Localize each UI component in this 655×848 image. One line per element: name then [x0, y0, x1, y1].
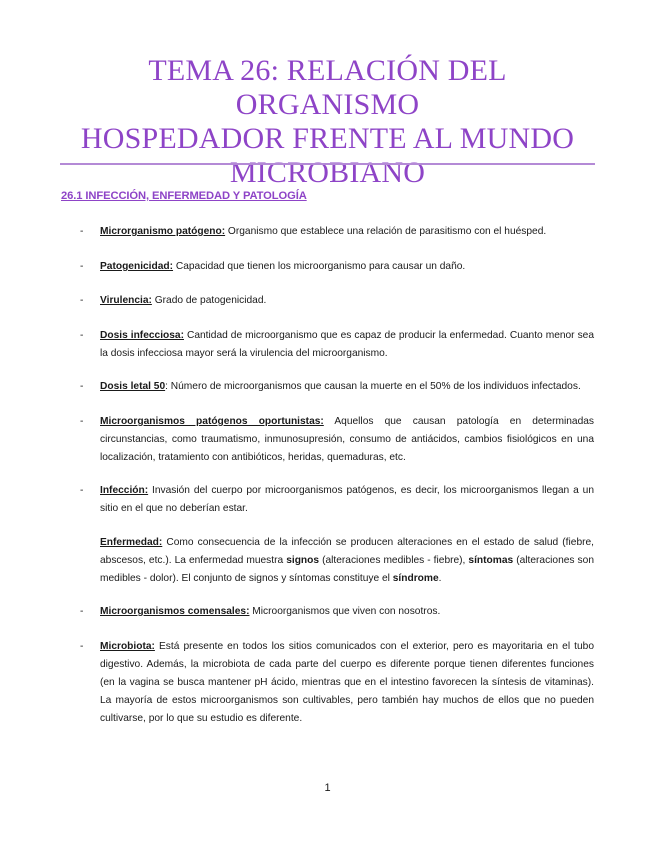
- definition-item: [80, 292, 594, 310]
- definition-subparagraph: [80, 534, 594, 588]
- definition-text: .: [438, 573, 442, 584]
- bullet-dash: -: [80, 416, 84, 427]
- definition-term: Enfermedad:: [100, 537, 163, 548]
- definition-text: Invasión del cuerpo por microorganismos patógenos, es decir, los microorganismos llegan a un sitio en el que no deberían estar.: [100, 485, 594, 514]
- definition-text: Como consecuencia de la infección se producen alteraciones en el estado de salud (fiebre, abscesos, etc.). La enfermedad muestra: [100, 537, 594, 566]
- keyword-sindrome: síndrome: [392, 573, 439, 584]
- title-line-2: HOSPEDADOR FRENTE AL MUNDO: [80, 122, 575, 155]
- bullet-dash: -: [80, 485, 84, 496]
- definition-text: Cantidad de microorganismo que es capaz de producir la enfermedad. Cuanto menor sea la dosis infecciosa mayor será la virulencia del microorganismo.: [100, 330, 595, 359]
- page-title: [60, 54, 595, 190]
- definition-item: [80, 603, 594, 621]
- definition-item: [80, 413, 594, 467]
- definition-text: Microorganismos que viven con nosotros.: [249, 606, 441, 617]
- definition-text: Organismo que establece una relación de parasitismo con el huésped.: [225, 226, 547, 237]
- definition-item: [80, 223, 594, 241]
- definition-text: (alteraciones son medibles - dolor). El conjunto de signos y síntomas constituye el: [100, 555, 594, 584]
- bullet-dash: -: [80, 606, 84, 617]
- definition-term: Microorganismos comensales:: [100, 606, 250, 617]
- definition-term: Microorganismos patógenos oportunistas:: [100, 416, 324, 427]
- definition-item: [80, 482, 594, 518]
- definition-term: Virulencia:: [100, 295, 152, 306]
- title-line-1: TEMA 26: RELACIÓN DEL ORGANISMO: [148, 54, 507, 121]
- bullet-dash: -: [80, 330, 84, 341]
- definition-text: Capacidad que tienen los microorganismo para causar un daño.: [173, 261, 466, 272]
- definition-term: Dosis letal 50: [100, 381, 166, 392]
- definition-term: Patogenicidad:: [100, 261, 174, 272]
- definition-item: [80, 638, 594, 728]
- section-heading: 26.1 INFECCIÓN, ENFERMEDAD Y PATOLOGÍA: [61, 190, 307, 202]
- definition-term: Dosis infecciosa:: [100, 330, 184, 341]
- keyword-signos: signos: [286, 555, 320, 566]
- definition-item: [80, 258, 594, 276]
- definition-term: Infección:: [100, 485, 149, 496]
- bullet-dash: -: [80, 295, 84, 306]
- definition-text: Aquellos que causan patología en determinadas circunstancias, como traumatismo, inmunosupresión, consumo de antiácidos, cambios fisiológicos en una localización, tratamiento con antibióticos, heridas, quemaduras, etc.: [100, 416, 594, 463]
- definition-text: (alteraciones medibles - fiebre),: [319, 555, 469, 566]
- bullet-dash: -: [80, 641, 84, 652]
- definition-text: Grado de patogenicidad.: [151, 295, 267, 306]
- bullet-dash: -: [80, 261, 84, 272]
- keyword-sintomas: síntomas: [468, 555, 514, 566]
- definition-text: : Número de microorganismos que causan la muerte en el 50% de los individuos infectados.: [165, 381, 581, 392]
- definition-item: [80, 378, 594, 396]
- definition-text: Está presente en todos los sitios comunicados con el exterior, pero es mayoritaria en el tubo digestivo. Además, la microbiota de cada parte del cuerpo es diferente porque tienen diferentes funciones (en la vagina se busca mantener pH ácido, mientras que en el intestino favorecen la síntesis de vitaminas). La mayoría de estos microorganismos son cultivables, pero también hay muchos de ellos que no pueden cultivarse, por lo que su estudio es diferente.: [100, 641, 594, 724]
- bullet-dash: -: [80, 381, 84, 392]
- definition-term: Microrganismo patógeno:: [100, 226, 226, 237]
- page-number: 1: [324, 782, 331, 794]
- definition-item: [80, 327, 594, 363]
- definition-term: Microbiota:: [100, 641, 155, 652]
- bullet-dash: -: [80, 226, 84, 237]
- title-line-3: MICROBIANO: [229, 156, 426, 189]
- title-divider: [60, 163, 595, 165]
